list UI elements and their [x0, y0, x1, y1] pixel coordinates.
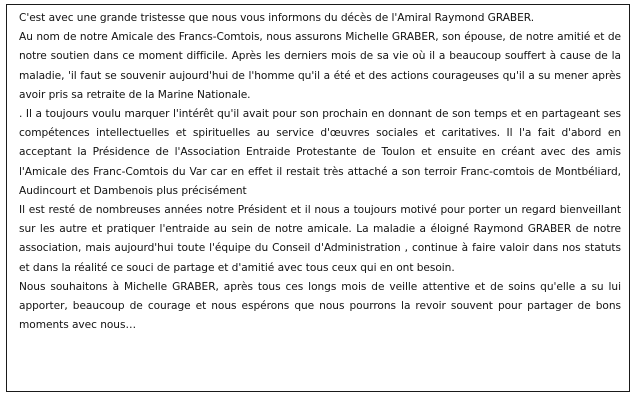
paragraph-commitment: . Il a toujours voulu marquer l'intérêt qu'il avait pour son prochain en donnant de son temps et en partageant ses compétences intellectuelles et spirituelles au service d'œuvres sociales et caritatives. Il l'a fait d'abord en acceptant la Présidence de l'Association Entraide Protestante de Toulon et ensuite en créant avec des amis l'Amicale des Franc-Comtois du Var car en effet il restait très attaché a son terroir Franc-comtois de Montbéliard, Audincourt et Dambenois plus précisément: [19, 108, 621, 197]
paragraph-announcement: C'est avec une grande tristesse que nous vous informons du décès de l'Amiral Raymond GRABER.: [19, 12, 535, 24]
paragraph-condolences: Au nom de notre Amicale des Francs-Comtois, nous assurons Michelle GRABER, son épouse, de notre amitié et de notre soutien dans ce moment difficile. Après les derniers mois de sa vie où il a beaucoup souffert à cause de la maladie, 'il faut se souvenir aujourd'hui de l'homme qu'il a été et des actions courageuses qu'il a su mener après avoir pris sa retraite de la Marine Nationale.: [19, 31, 621, 101]
paragraph-wishes: Nous souhaitons à Michelle GRABER, après tous ces longs mois de veille attentive et de soins qu'elle a su lui apporter, beaucoup de courage et nous espérons que nous pourrons la revoir souvent pour partager de bons moments avec nous…: [19, 280, 621, 332]
paragraph-presidency: Il est resté de nombreuses années notre Président et il nous a toujours motivé pour porter un regard bienveillant sur les autre et pratiquer l'entraide au sein de notre amicale. La maladie a éloigné Raymond GRABER de notre association, mais aujourd'hui toute l'équipe du Conseil d'Administration , continue à faire valoir dans nos statuts et dans la réalité ce souci de partage et d'amitié avec tous ceux qui en ont besoin.: [19, 204, 621, 274]
text-frame: [6, 4, 630, 392]
